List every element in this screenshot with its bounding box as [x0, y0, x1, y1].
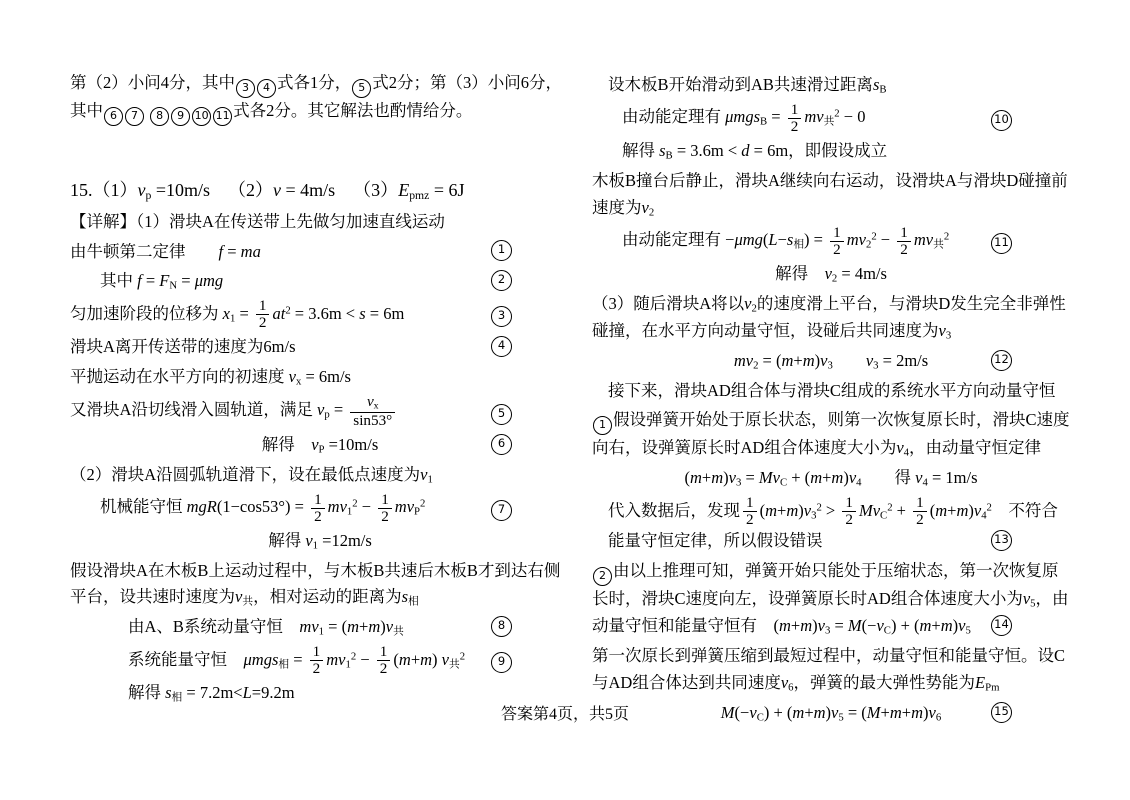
line-content: $M(-v_C) + (m+m)v_5 = (M+m+m)v_6$: [720, 702, 942, 724]
solution-line: [592, 72, 1070, 99]
line-content: 1 假设弹簧开始处于原长状态，则第一次恢复原长时，滑块C速度向右，设弹簧原长时AD组合体速度大小为$v_4$，由动量守恒定律: [592, 410, 1070, 460]
equation-number: 11: [991, 233, 1012, 254]
page-footer: [0, 702, 1130, 728]
result-line: [592, 138, 1070, 165]
equation-number: 15: [991, 702, 1012, 723]
left-column: [70, 70, 570, 710]
right-column: [592, 72, 1070, 730]
formula-line: [592, 102, 1070, 135]
formula-line: [592, 225, 1070, 258]
equation-number: 7: [491, 500, 512, 521]
line-content: 第一次原长到弹簧压缩到最短过程中，动量守恒和能量守恒。设C与AD组合体达到共同速度$v_6$，弹簧的最大弹性势能为$E_{Pm}$: [592, 646, 1066, 694]
paragraph: [592, 643, 1070, 697]
line-content: $mv_2 = (m+m)v_3$ $v_3 = 2m/s$: [733, 350, 929, 372]
equation-number: 5: [491, 404, 512, 425]
line-content: 由动能定理有 $-\mu mg(L-s_相)$ = $\frac{1}{2}$ $mv_2^2$ − $\frac{1}{2}$ $mv_共^2$: [622, 223, 950, 258]
formula-line: [70, 492, 570, 525]
formula-line: [592, 348, 1070, 375]
line-content: 系统能量守恒 μmgs$_相$ = $\frac{1}{2}$ $mv_1^2$ − $\frac{1}{2}$ (m+m) $v_共^2$: [128, 643, 466, 678]
line-content: 由A、B系统动量守恒 $mv_1 = (m+m)v_共$: [128, 617, 404, 639]
line-content: 木板B撞台后静止，滑块A继续向右运动，设滑块A与滑块D碰撞前速度为$v_2$: [592, 170, 1068, 219]
solution-line: [70, 462, 570, 489]
line-content: 机械能守恒 mgR(1−cos53°) = $\frac{1}{2}$ $mv_1^2$ − $\frac{1}{2}$ $mv_P^2$: [100, 490, 426, 525]
equation-number: 13: [991, 530, 1012, 551]
line-content: 又滑块A沿切线滑入圆轨道，满足 $v_p$ = $\frac{v_x}{\sin 53^\circ}$: [70, 400, 398, 419]
paragraph: [592, 495, 1070, 555]
result-line: [592, 261, 1070, 288]
formula-line: [70, 394, 570, 429]
line-content: 其中 $f = F_N = \mu mg$: [100, 271, 224, 292]
line-content: 平抛运动在水平方向的初速度 $v_x = 6m/s$: [70, 366, 351, 388]
solution-line: [70, 334, 570, 361]
line-content: 匀加速阶段的位移为 $x_1$ = $\frac{1}{2}$ $at^2 = 3.6m < s = 6m$: [70, 297, 405, 332]
formula-line: [70, 298, 570, 331]
formula-line: [592, 465, 1070, 492]
result-line: [70, 432, 570, 459]
equation-number: 1: [491, 240, 512, 261]
equation-number: 10: [991, 110, 1012, 131]
line-content: $(m+m)v_3 = Mv_C + (m+m)v_4$ 得 $v_4 = 1m/s$: [684, 468, 978, 490]
equation-number: 12: [991, 350, 1012, 371]
solution-line: [592, 378, 1070, 405]
equation-number: 8: [491, 616, 512, 637]
solution-line: [70, 268, 570, 295]
formula-line: [70, 614, 570, 641]
line-content: 第（2）小问4分，其中 3 4 式各1分， 5 式2分；第（3）小问6分，其中 6 7 8 9 10 11 式各2分。其它解法也酌情给分。: [70, 73, 562, 120]
line-content: 2 由以上推理可知，弹簧开始只能处于压缩状态，第一次恢复原长时，滑块C速度向左，设弹簧原长时AD组合体速度大小为$v_5$，由动量守恒和能量守恒有 $(m+m)v_3 = M(-v_C) + (m+m)v_5$: [592, 561, 1069, 637]
paragraph: [592, 558, 1070, 640]
line-content: 由动能定理有 μmgs$_B$ = $\frac{1}{2}$ $mv_共^2 - 0$: [622, 101, 866, 135]
equation-number: 3: [491, 306, 512, 327]
line-content: （2）滑块A沿圆弧轨道滑下，设在最低点速度为$v_1$: [70, 464, 433, 486]
solution-line: [70, 364, 570, 391]
line-content: 代入数据后，发现 $\frac{1}{2}$ $(m+m)v_3^2$ > $\frac{1}{2}$ $Mv_C^2$ + $\frac{1}{2}$ $(m+m)v_4^2$ 不符合能量守恒定律，所以假设错误: [608, 494, 1058, 551]
solution-line: [70, 239, 570, 266]
paragraph: [592, 407, 1070, 462]
line-content: 由牛顿第二定律 f = ma: [70, 241, 261, 261]
line-content: （3）随后滑块A将以$v_2$的速度滑上平台，与滑块D发生完全非弹性碰撞，在水平方向动量守恒，设碰后共同速度为$v_3$: [592, 293, 1066, 342]
page-footer-text: 答案第4页，共5页: [500, 706, 629, 723]
equation-number: 6: [491, 434, 512, 455]
line-content: $15.(1)v_p =10m/s$ （2）v = 4m/s $(3)E_{pmz} = 6J$: [70, 180, 465, 202]
line-content: 滑块A离开传送带的速度为6m/s: [70, 337, 296, 357]
solution-intro: [70, 209, 570, 236]
line-content: 设木板B开始滑动到AB共速滑过距离$s_B$: [608, 75, 887, 96]
scoring-note: [70, 70, 570, 126]
line-content: 解得 $s_相 = 7.2m<L=9.2m$: [128, 683, 295, 704]
paragraph: [592, 291, 1070, 345]
line-content: 解得 $s_B = 3.6m < d = 6m$，即假设成立: [622, 140, 888, 162]
line-content: 【详解】（1）滑块A在传送带上先做匀加速直线运动: [70, 211, 445, 231]
equation-number: 4: [491, 336, 512, 357]
paragraph: [70, 558, 570, 612]
paragraph: [592, 168, 1070, 222]
line-content: 解得 $v_P =10m/s$: [261, 434, 379, 456]
result-line: [70, 528, 570, 555]
answer-summary: [70, 176, 570, 206]
equation-number: 14: [991, 615, 1012, 636]
formula-line: [70, 644, 570, 677]
line-content: 假设滑块A在木板B上运动过程中，与木板B共速后木板B才到达右侧平台，设共速时速度为$v_共$，相对运动的距离为$s_相$: [70, 560, 561, 609]
line-content: 解得 $v_1 =12m/s$: [268, 530, 372, 552]
equation-number: 2: [491, 270, 512, 291]
equation-number: 9: [491, 652, 512, 673]
line-content: 解得 $v_2 = 4m/s$: [775, 263, 887, 285]
line-content: 接下来，滑块AD组合体与滑块C组成的系统水平方向动量守恒: [608, 380, 1056, 400]
